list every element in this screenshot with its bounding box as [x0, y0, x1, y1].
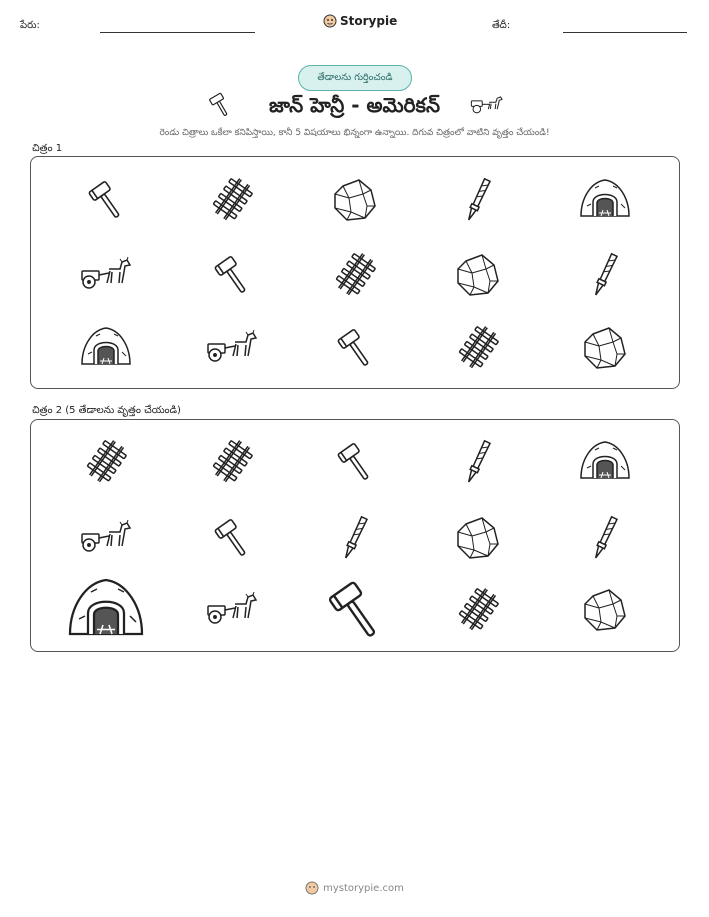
picture1-rock-2[interactable]	[327, 172, 383, 228]
railroad-track-icon	[204, 434, 260, 490]
picture1-railroad-track-7[interactable]	[327, 247, 383, 303]
railroad-track-icon	[327, 247, 383, 303]
picture1-railroad-track-1[interactable]	[204, 172, 260, 228]
picture1-label: చిత్రం 1	[32, 143, 63, 154]
name-line	[100, 32, 255, 33]
hammer-icon	[204, 247, 260, 303]
date-line	[563, 32, 687, 33]
hammer-icon	[204, 510, 260, 566]
picture2-label: చిత్రం 2 (5 తేడాలను వృత్తం చేయండి)	[32, 405, 181, 416]
picture2-rock-14[interactable]	[577, 582, 633, 638]
picture2-railroad-track-13[interactable]	[450, 582, 506, 638]
brand-name: Storypie	[340, 14, 398, 28]
railroad-track-icon	[450, 582, 506, 638]
hammer-icon	[78, 172, 134, 228]
rock-icon	[450, 247, 506, 303]
date-label: తేదీ:	[492, 20, 511, 31]
page-title: జాన్ హెన్రీ - అమెరికన్	[268, 93, 440, 117]
tunnel-icon	[577, 172, 633, 228]
rock-icon	[327, 172, 383, 228]
picture1-tunnel-4[interactable]	[577, 172, 633, 228]
picture2-tunnel-10[interactable]	[64, 568, 148, 652]
brand-logo	[323, 14, 397, 28]
picture1-tunnel-10[interactable]	[78, 320, 134, 376]
tunnel-icon	[64, 568, 148, 652]
storypie-mascot-icon	[323, 14, 337, 28]
picture2-spike-7[interactable]	[327, 510, 383, 566]
picture2-horse-cart-11[interactable]	[204, 582, 260, 638]
picture2-hammer-6[interactable]	[204, 510, 260, 566]
worksheet-type-badge: తేడాలను గుర్తించండి	[298, 65, 412, 91]
title-horse-cart-icon	[470, 94, 504, 120]
picture1-horse-cart-11[interactable]	[204, 320, 260, 376]
picture2-spike-9[interactable]	[577, 510, 633, 566]
picture2-railroad-track-1[interactable]	[204, 434, 260, 490]
picture2-tunnel-4[interactable]	[577, 434, 633, 490]
picture2-horse-cart-5[interactable]	[78, 510, 134, 566]
tunnel-icon	[577, 434, 633, 490]
rock-icon	[577, 320, 633, 376]
spike-icon	[577, 510, 633, 566]
storypie-mascot-icon	[305, 881, 319, 895]
picture1-spike-3[interactable]	[450, 172, 506, 228]
spike-icon	[327, 510, 383, 566]
picture2-hammer-2[interactable]	[327, 434, 383, 490]
tunnel-icon	[78, 320, 134, 376]
horse-cart-icon	[78, 247, 134, 303]
picture1-rock-8[interactable]	[450, 247, 506, 303]
railroad-track-icon	[204, 172, 260, 228]
horse-cart-icon	[204, 582, 260, 638]
picture1-hammer-12[interactable]	[327, 320, 383, 376]
horse-cart-icon	[204, 320, 260, 376]
picture1-railroad-track-13[interactable]	[450, 320, 506, 376]
hammer-icon	[327, 434, 383, 490]
picture1-horse-cart-5[interactable]	[78, 247, 134, 303]
spike-icon	[450, 434, 506, 490]
name-label: పేరు:	[20, 20, 40, 31]
picture1-spike-9[interactable]	[577, 247, 633, 303]
spike-icon	[450, 172, 506, 228]
picture1-hammer-0[interactable]	[78, 172, 134, 228]
instructions: రెండు చిత్రాలు ఒకేలా కనిపిస్తాయి, కానీ 5 విషయాలు భిన్నంగా ఉన్నాయి. దిగువ చిత్రంలో వాటిని వృత్తం చేయండి!	[159, 128, 550, 138]
picture2-railroad-track-0[interactable]	[78, 434, 134, 490]
railroad-track-icon	[78, 434, 134, 490]
picture2-spike-3[interactable]	[450, 434, 506, 490]
horse-cart-icon	[78, 510, 134, 566]
hammer-icon	[327, 320, 383, 376]
picture1-rock-14[interactable]	[577, 320, 633, 376]
picture2-hammer-12[interactable]	[313, 568, 397, 652]
rock-icon	[577, 582, 633, 638]
picture2-rock-8[interactable]	[450, 510, 506, 566]
footer-url[interactable]: mystorypie.com	[323, 882, 404, 894]
picture1-hammer-6[interactable]	[204, 247, 260, 303]
railroad-track-icon	[450, 320, 506, 376]
footer	[0, 881, 709, 895]
hammer-icon	[313, 568, 397, 652]
spike-icon	[577, 247, 633, 303]
rock-icon	[450, 510, 506, 566]
